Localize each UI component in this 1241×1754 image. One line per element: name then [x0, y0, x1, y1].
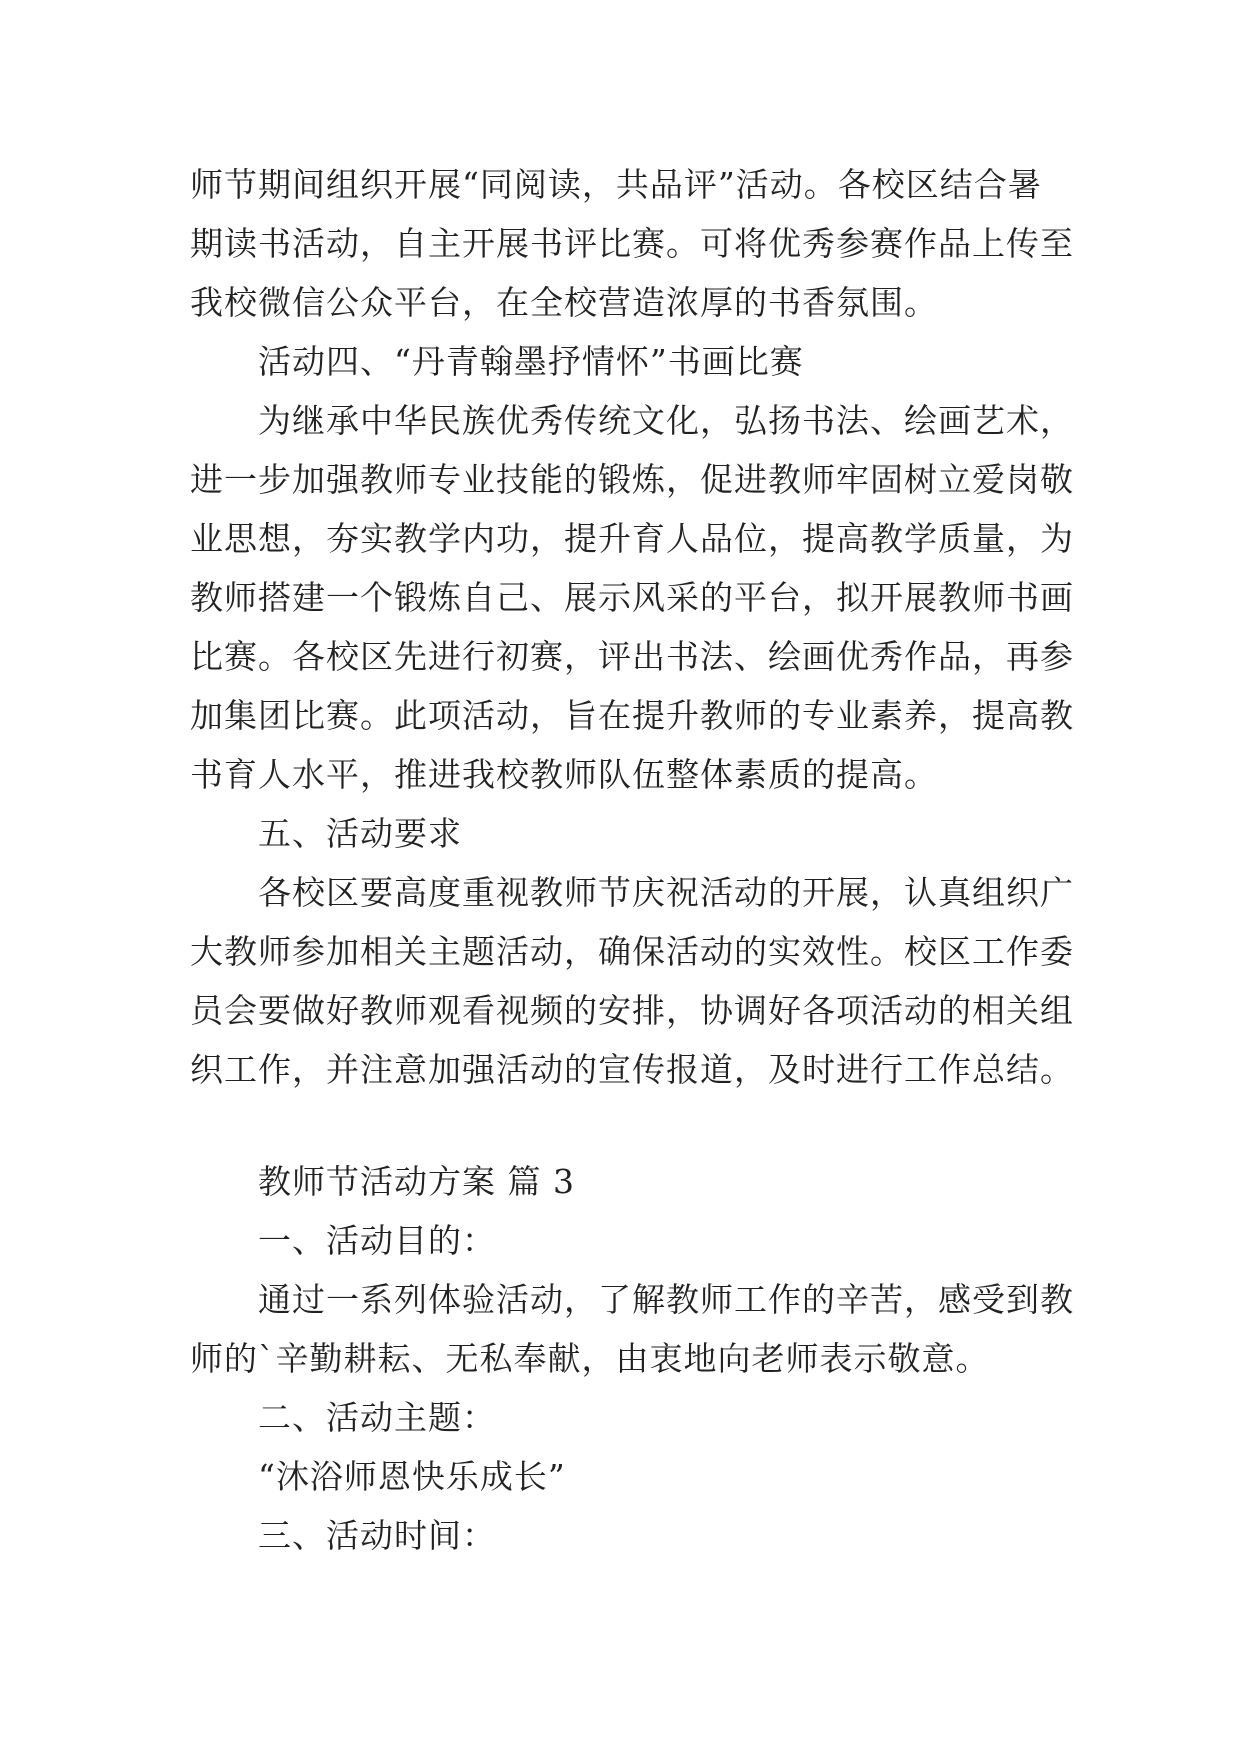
section-heading: 五、活动要求	[258, 814, 462, 853]
body-line: 员会要做好教师观看视频的安排，协调好各项活动的相关组	[190, 991, 1074, 1030]
section-heading: 一、活动目的：	[258, 1221, 496, 1260]
section-heading: 活动四、“丹青翰墨抒情怀”书画比赛	[258, 342, 804, 381]
body-line: 大教师参加相关主题活动，确保活动的实效性。校区工作委	[190, 932, 1074, 971]
body-line: 织工作，并注意加强活动的宣传报道，及时进行工作总结。	[190, 1050, 1074, 1089]
section-heading: 二、活动主题：	[258, 1398, 496, 1437]
body-line: 比赛。各校区先进行初赛，评出书法、绘画优秀作品，再参	[190, 637, 1074, 676]
body-line: 各校区要高度重视教师节庆祝活动的开展，认真组织广	[258, 873, 1074, 912]
theme-line: “沐浴师恩快乐成长”	[258, 1457, 566, 1496]
body-line: 我校微信公众平台，在全校营造浓厚的书香氛围。	[190, 283, 938, 322]
body-line: 师节期间组织开展“同阅读，共品评”活动。各校区结合暑	[190, 165, 1042, 204]
body-line: 师的`辛勤耕耘、无私奉献，由衷地向老师表示敬意。	[190, 1339, 990, 1378]
body-line: 为继承中华民族优秀传统文化，弘扬书法、绘画艺术，	[258, 401, 1074, 440]
body-line: 书育人水平，推进我校教师队伍整体素质的提高。	[190, 755, 938, 794]
body-line: 进一步加强教师专业技能的锻炼，促进教师牢固树立爱岗敬	[190, 460, 1074, 499]
body-line: 加集团比赛。此项活动，旨在提升教师的专业素养，提高教	[190, 696, 1074, 735]
section-heading: 三、活动时间：	[258, 1516, 496, 1555]
body-line: 教师搭建一个锻炼自己、展示风采的平台，拟开展教师书画	[190, 578, 1074, 617]
body-line: 业思想，夯实教学内功，提升育人品位，提高教学质量，为	[190, 519, 1074, 558]
body-line: 通过一系列体验活动，了解教师工作的辛苦，感受到教	[258, 1280, 1074, 1319]
article-title: 教师节活动方案 篇 3	[258, 1162, 575, 1201]
body-line: 期读书活动，自主开展书评比赛。可将优秀参赛作品上传至	[190, 224, 1074, 263]
